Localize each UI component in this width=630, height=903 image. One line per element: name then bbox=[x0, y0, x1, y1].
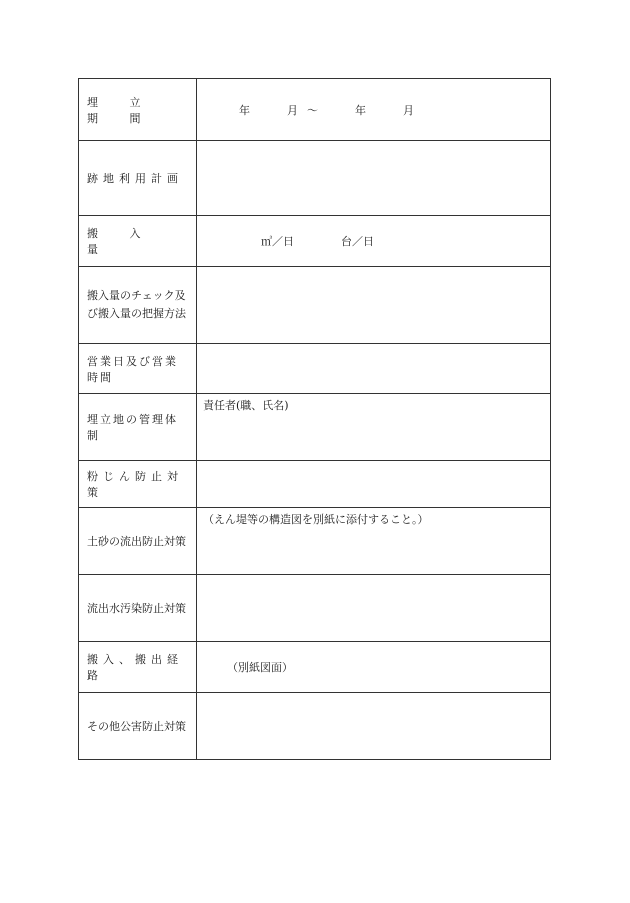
label-cell bbox=[79, 141, 197, 216]
label-cell bbox=[79, 693, 197, 760]
table-row-water-pollution-prevention bbox=[79, 575, 551, 642]
start-year-unit: 年 bbox=[239, 103, 250, 117]
separate-drawing-note: （別紙図面） bbox=[227, 661, 293, 674]
landfill-period-field[interactable] bbox=[197, 79, 551, 141]
intake-check-method-field[interactable] bbox=[197, 267, 551, 344]
row-label: 埋立地の管理体制 bbox=[87, 413, 178, 442]
table-row-site-use-plan bbox=[79, 141, 551, 216]
table-row-transport-route bbox=[79, 642, 551, 693]
row-label: 搬 入 量 bbox=[87, 227, 155, 256]
row-label: 土砂の流出防止対策 bbox=[87, 535, 186, 548]
row-label: 跡地利用計画 bbox=[87, 172, 183, 185]
table-row-landfill-period bbox=[79, 79, 551, 141]
label-cell bbox=[79, 267, 197, 344]
row-label: その他公害防止対策 bbox=[87, 720, 186, 733]
table-row-intake-volume bbox=[79, 216, 551, 267]
trucks-per-day-unit: 台／日 bbox=[341, 235, 374, 248]
row-label: 粉じん防止対策 bbox=[87, 470, 183, 499]
end-month-unit: 月 bbox=[403, 103, 414, 117]
cubic-per-day-unit: ㎥／日 bbox=[261, 235, 294, 248]
label-cell bbox=[79, 344, 197, 394]
label-cell bbox=[79, 575, 197, 642]
row-label: 搬入量のチェック及び搬入量の把握方法 bbox=[87, 289, 186, 320]
period-inputs bbox=[197, 102, 550, 118]
management-system-field[interactable] bbox=[197, 394, 551, 461]
structure-drawing-note: （えん堤等の構造図を別紙に添付すること。） bbox=[203, 513, 429, 526]
start-month-unit: 月 bbox=[287, 103, 298, 117]
label-cell bbox=[79, 394, 197, 461]
application-form-table bbox=[78, 78, 551, 760]
end-year-unit: 年 bbox=[355, 103, 366, 117]
row-label: 埋 立 期 間 bbox=[87, 95, 155, 125]
range-tilde: ～ bbox=[307, 103, 318, 117]
table-row-soil-runoff-prevention bbox=[79, 508, 551, 575]
intake-volume-field[interactable] bbox=[197, 216, 551, 267]
table-row-intake-check-method bbox=[79, 267, 551, 344]
site-use-plan-field[interactable] bbox=[197, 141, 551, 216]
row-label: 搬入、搬出経路 bbox=[87, 653, 183, 682]
responsible-person-note: 責任者(職、氏名) bbox=[203, 399, 289, 412]
water-pollution-prevention-field[interactable] bbox=[197, 575, 551, 642]
label-cell bbox=[79, 642, 197, 693]
table-row-other-pollution-prevention bbox=[79, 693, 551, 760]
label-cell bbox=[79, 79, 197, 141]
row-label: 営業日及び営業時間 bbox=[87, 354, 178, 384]
route-note-row bbox=[197, 659, 550, 675]
transport-route-field[interactable] bbox=[197, 642, 551, 693]
dust-prevention-field[interactable] bbox=[197, 461, 551, 508]
table-row-management-system bbox=[79, 394, 551, 461]
label-cell bbox=[79, 461, 197, 508]
label-cell bbox=[79, 216, 197, 267]
other-pollution-prevention-field[interactable] bbox=[197, 693, 551, 760]
table-row-business-hours bbox=[79, 344, 551, 394]
label-cell bbox=[79, 508, 197, 575]
row-label: 流出水汚染防止対策 bbox=[87, 602, 186, 615]
volume-inputs bbox=[197, 233, 550, 249]
soil-runoff-prevention-field[interactable] bbox=[197, 508, 551, 575]
business-hours-field[interactable] bbox=[197, 344, 551, 394]
table-row-dust-prevention bbox=[79, 461, 551, 508]
